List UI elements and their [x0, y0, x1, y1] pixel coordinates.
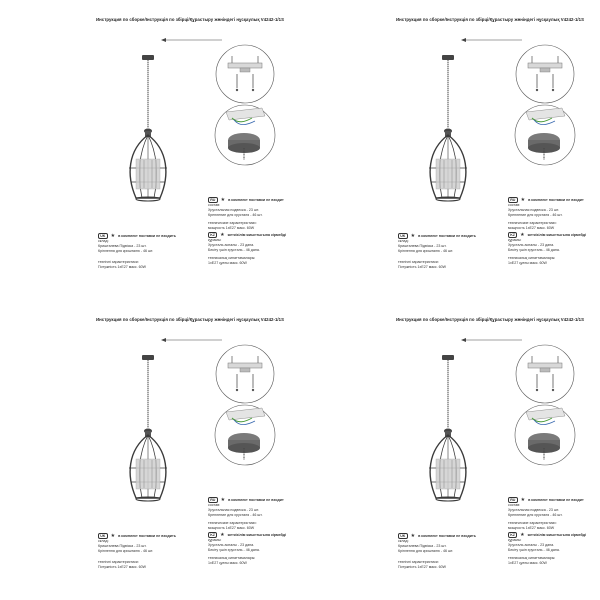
ru-code-badge: RU [208, 497, 218, 503]
kz-heading: құрамы: [208, 538, 222, 542]
star-icon: ★ [520, 197, 526, 203]
canopy-detail-circle [515, 405, 575, 465]
kz-line2: Бекіту үшін хрусталь - 46 дана. [508, 248, 560, 252]
uk-note: в комплект поставки не входить [418, 533, 476, 538]
ru-note: в комплект поставки не входит [528, 197, 584, 202]
uk-spec-heading: технічні характеристики: [98, 560, 139, 564]
kz-note: жеткізілім жиынтығына кірмейді [527, 532, 587, 537]
kz-heading: құрамы: [508, 538, 522, 542]
ru-line1: Хрустальная подвеска - 23 шт. [508, 508, 560, 512]
uk-section [98, 533, 176, 570]
canopy-detail-circle [515, 105, 575, 165]
kz-line1: Хрусталь аспалы - 23 дана. [208, 543, 255, 547]
uk-note: в комплект поставки не входить [118, 533, 176, 538]
pendant-lamp-illustration [129, 55, 167, 201]
kz-line1: Хрусталь аспалы - 23 дана. [508, 243, 555, 247]
kz-spec: 1xE27 қуаты макс. 60W [508, 261, 547, 265]
uk-spec: Потужність 1xE27 макс. 60W [398, 565, 446, 569]
ru-line1: Хрустальная подвеска - 23 шт. [508, 208, 560, 212]
ru-note: в комплект поставки не входит [228, 497, 284, 502]
uk-line2: Кріплення для кришталю - 46 шт. [398, 249, 454, 253]
ru-section [208, 497, 284, 531]
ru-section [208, 197, 284, 231]
uk-spec-heading: технічні характеристики: [398, 260, 439, 264]
uk-note: в комплект поставки не входить [118, 233, 176, 238]
kz-spec-heading: техникалық сипаттамалары: [208, 256, 256, 260]
pendant-lamp-illustration [129, 355, 167, 501]
pointer-arrow [161, 338, 222, 342]
star-icon: ★ [520, 497, 526, 503]
kz-spec-heading: техникалық сипаттамалары: [508, 256, 556, 260]
uk-spec-heading: технічні характеристики: [398, 560, 439, 564]
pendant-lamp-illustration [429, 355, 467, 501]
sheet-title: Инструкция по сборке/Інструкція по збірці/Құрастыру жөніндегі нұсқаулық V4242-1/1S [396, 317, 585, 322]
ru-code-badge: RU [208, 197, 218, 203]
uk-heading: склад: [98, 539, 109, 543]
kz-code-badge: KZ [208, 232, 217, 238]
uk-code-badge: UK [398, 233, 408, 239]
kz-code-badge: KZ [508, 532, 517, 538]
ru-heading: состав: [508, 203, 521, 207]
ru-heading: состав: [208, 203, 221, 207]
ru-section [508, 197, 584, 231]
uk-spec: Потужність 1xE27 макс. 60W [98, 565, 146, 569]
sheet-title: Инструкция по сборке/Інструкція по збірці/Құрастыру жөніндегі нұсқаулық V4242-1/1S [96, 317, 285, 322]
instruction-sheet [0, 0, 300, 300]
ru-note: в комплект поставки не входит [228, 197, 284, 202]
kz-note: жеткізілім жиынтығына кірмейді [227, 232, 287, 237]
star-icon: ★ [110, 533, 116, 539]
ru-section [508, 497, 584, 531]
star-icon: ★ [520, 232, 525, 238]
ru-spec: мощность 1xE27 макс. 60W [208, 526, 255, 530]
kz-section [508, 532, 586, 566]
uk-section [398, 233, 476, 270]
uk-line2: Кріплення для кришталю - 46 шт. [98, 549, 154, 553]
canopy-detail-circle [215, 105, 275, 165]
bracket-detail-circle [216, 345, 274, 403]
pointer-arrow [461, 338, 522, 342]
star-icon: ★ [110, 233, 116, 239]
ru-line1: Хрустальная подвеска - 23 шт. [208, 208, 260, 212]
ru-heading: состав: [508, 503, 521, 507]
kz-spec-heading: техникалық сипаттамалары: [208, 556, 256, 560]
kz-line2: Бекіту үшін хрусталь - 46 дана. [208, 548, 260, 552]
ru-line2: Крепление для хрусталя - 46 шт. [508, 213, 563, 217]
bracket-detail-circle [216, 45, 274, 103]
canopy-detail-circle [215, 405, 275, 465]
star-icon: ★ [220, 197, 226, 203]
kz-line2: Бекіту үшін хрусталь - 46 дана. [208, 248, 260, 252]
kz-section [208, 532, 286, 566]
kz-spec-heading: техникалық сипаттамалары: [508, 556, 556, 560]
kz-heading: құрамы: [508, 238, 522, 242]
ru-spec-heading: технические характеристики: [208, 521, 257, 525]
kz-section [208, 232, 286, 266]
ru-spec-heading: технические характеристики: [508, 221, 557, 225]
uk-heading: склад: [398, 239, 409, 243]
kz-code-badge: KZ [208, 532, 217, 538]
ru-code-badge: RU [508, 197, 518, 203]
uk-line1: Кришталева Підвіска - 23 шт. [98, 244, 147, 248]
kz-line1: Хрусталь аспалы - 23 дана. [208, 243, 255, 247]
ru-spec: мощность 1xE27 макс. 60W [508, 526, 555, 530]
kz-spec: 1xE27 қуаты макс. 60W [208, 261, 247, 265]
uk-spec: Потужність 1xE27 макс. 60W [398, 265, 446, 269]
instruction-sheet [300, 0, 600, 300]
uk-note: в комплект поставки не входить [418, 233, 476, 238]
star-icon: ★ [410, 233, 416, 239]
uk-line2: Кріплення для кришталю - 46 шт. [98, 249, 154, 253]
kz-line1: Хрусталь аспалы - 23 дана. [508, 543, 555, 547]
kz-line2: Бекіту үшін хрусталь - 46 дана. [508, 548, 560, 552]
uk-spec-heading: технічні характеристики: [98, 260, 139, 264]
uk-line1: Кришталева Підвіска - 23 шт. [398, 544, 447, 548]
kz-note: жеткізілім жиынтығына кірмейді [527, 232, 587, 237]
ru-line2: Крепление для хрусталя - 46 шт. [508, 513, 563, 517]
bracket-detail-circle [516, 45, 574, 103]
uk-code-badge: UK [98, 533, 108, 539]
pointer-arrow [461, 38, 522, 42]
star-icon: ★ [520, 532, 525, 538]
kz-spec: 1xE27 қуаты макс. 60W [208, 561, 247, 565]
ru-line2: Крепление для хрусталя - 46 шт. [208, 513, 263, 517]
kz-code-badge: KZ [508, 232, 517, 238]
star-icon: ★ [220, 497, 226, 503]
ru-spec: мощность 1xE27 макс. 60W [508, 226, 555, 230]
ru-spec: мощность 1xE27 макс. 60W [208, 226, 255, 230]
sheet-title: Инструкция по сборке/Інструкція по збірці/Құрастыру жөніндегі нұсқаулық V4242-1/1S [96, 17, 285, 22]
ru-note: в комплект поставки не входит [528, 497, 584, 502]
uk-code-badge: UK [98, 233, 108, 239]
kz-spec: 1xE27 қуаты макс. 60W [508, 561, 547, 565]
instruction-sheet [300, 300, 600, 600]
uk-heading: склад: [398, 539, 409, 543]
instruction-sheet [0, 300, 300, 600]
sheet-title: Инструкция по сборке/Інструкція по збірці/Құрастыру жөніндегі нұсқаулық V4242-1/1S [396, 17, 585, 22]
pendant-lamp-illustration [429, 55, 467, 201]
uk-line1: Кришталева Підвіска - 23 шт. [398, 244, 447, 248]
star-icon: ★ [220, 232, 225, 238]
uk-line1: Кришталева Підвіска - 23 шт. [98, 544, 147, 548]
uk-section [98, 233, 176, 270]
star-icon: ★ [220, 532, 225, 538]
pointer-arrow [161, 38, 222, 42]
uk-code-badge: UK [398, 533, 408, 539]
star-icon: ★ [410, 533, 416, 539]
ru-code-badge: RU [508, 497, 518, 503]
uk-heading: склад: [98, 239, 109, 243]
ru-spec-heading: технические характеристики: [508, 521, 557, 525]
kz-heading: құрамы: [208, 238, 222, 242]
ru-line1: Хрустальная подвеска - 23 шт. [208, 508, 260, 512]
ru-spec-heading: технические характеристики: [208, 221, 257, 225]
uk-spec: Потужність 1xE27 макс. 60W [98, 265, 146, 269]
ru-heading: состав: [208, 503, 221, 507]
uk-line2: Кріплення для кришталю - 46 шт. [398, 549, 454, 553]
ru-line2: Крепление для хрусталя - 46 шт. [208, 213, 263, 217]
kz-note: жеткізілім жиынтығына кірмейді [227, 532, 287, 537]
bracket-detail-circle [516, 345, 574, 403]
uk-section [398, 533, 476, 570]
kz-section [508, 232, 586, 266]
